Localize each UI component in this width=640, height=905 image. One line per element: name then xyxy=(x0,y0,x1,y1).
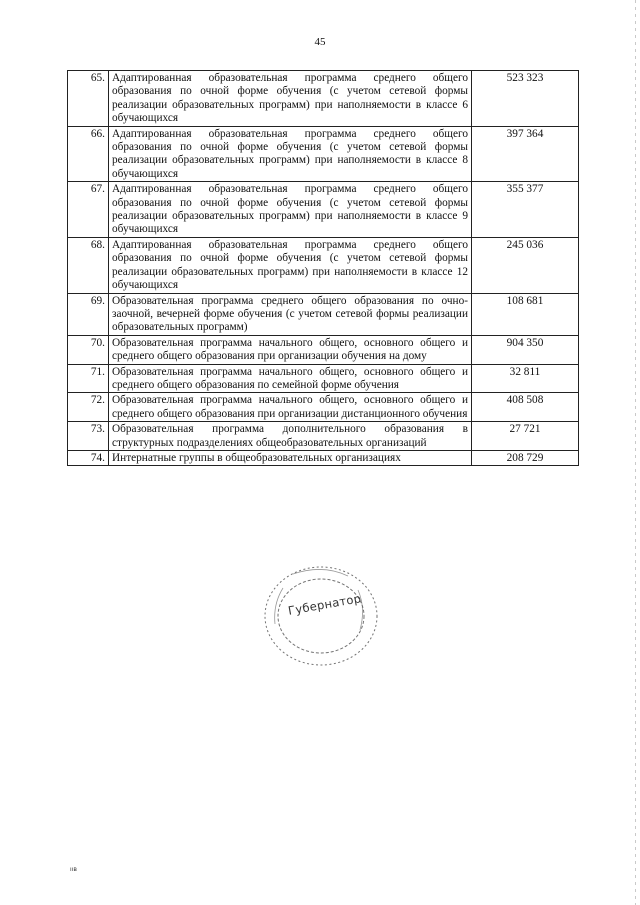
row-number: 71. xyxy=(68,364,109,393)
row-number: 66. xyxy=(68,126,109,182)
scan-edge-line xyxy=(635,0,636,905)
row-amount: 523 323 xyxy=(472,71,579,127)
row-number: 69. xyxy=(68,293,109,335)
row-number: 70. xyxy=(68,335,109,364)
row-amount: 32 811 xyxy=(472,364,579,393)
table-row xyxy=(68,364,579,393)
row-amount: 904 350 xyxy=(472,335,579,364)
row-number: 67. xyxy=(68,182,109,238)
row-amount: 408 508 xyxy=(472,393,579,422)
row-amount: 397 364 xyxy=(472,126,579,182)
row-description: Адаптированная образовательная программа среднего общего образования по очной форме обучения (с учетом сетевой формы реализации образовательных программ) при наполняемости в классе 6 обучающихся xyxy=(109,71,472,127)
row-description: Образовательная программа начального общего, основного общего и среднего общего образования при организации обучения на дому xyxy=(109,335,472,364)
table-row xyxy=(68,450,579,465)
row-amount: 108 681 xyxy=(472,293,579,335)
table-row xyxy=(68,393,579,422)
table-row xyxy=(68,126,579,182)
row-description: Адаптированная образовательная программа среднего общего образования по очной форме обучения (с учетом сетевой формы реализации образовательных программ) при наполняемости в классе 8 обучающихся xyxy=(109,126,472,182)
row-number: 65. xyxy=(68,71,109,127)
row-description: Адаптированная образовательная программа среднего общего образования по очной форме обучения (с учетом сетевой формы реализации образовательных программ) при наполняемости в классе 12 обучающихся xyxy=(109,237,472,293)
governor-stamp xyxy=(253,560,385,672)
table-row xyxy=(68,237,579,293)
row-description: Интернатные группы в общеобразовательных организациях xyxy=(109,450,472,465)
row-number: 68. xyxy=(68,237,109,293)
table-row xyxy=(68,293,579,335)
stamp-icon xyxy=(253,560,385,672)
stamp-label: Губернатор xyxy=(287,591,363,618)
table-row xyxy=(68,335,579,364)
row-description: Адаптированная образовательная программа среднего общего образования по очной форме обучения (с учетом сетевой формы реализации образовательных программ) при наполняемости в классе 9 обучающихся xyxy=(109,182,472,238)
footer-mark: ııв xyxy=(70,866,77,873)
table-body xyxy=(68,71,579,466)
row-amount: 245 036 xyxy=(472,237,579,293)
row-description: Образовательная программа среднего общего образования по очно-заочной, вечерней форме обучения (с учетом сетевой формы реализации образовательных программ) xyxy=(109,293,472,335)
row-number: 74. xyxy=(68,450,109,465)
row-description: Образовательная программа начального общего, основного общего и среднего общего образования при организации дистанционного обучения xyxy=(109,393,472,422)
row-description: Образовательная программа начального общего, основного общего и среднего общего образования по семейной форме обучения xyxy=(109,364,472,393)
page-number: 45 xyxy=(314,36,326,48)
table-row xyxy=(68,182,579,238)
row-amount: 27 721 xyxy=(472,422,579,451)
row-number: 73. xyxy=(68,422,109,451)
row-description: Образовательная программа дополнительного образования в структурных подразделениях общеобразовательных организаций xyxy=(109,422,472,451)
tariff-table xyxy=(67,70,579,466)
table-row xyxy=(68,422,579,451)
table-row xyxy=(68,71,579,127)
row-number: 72. xyxy=(68,393,109,422)
row-amount: 355 377 xyxy=(472,182,579,238)
row-amount: 208 729 xyxy=(472,450,579,465)
